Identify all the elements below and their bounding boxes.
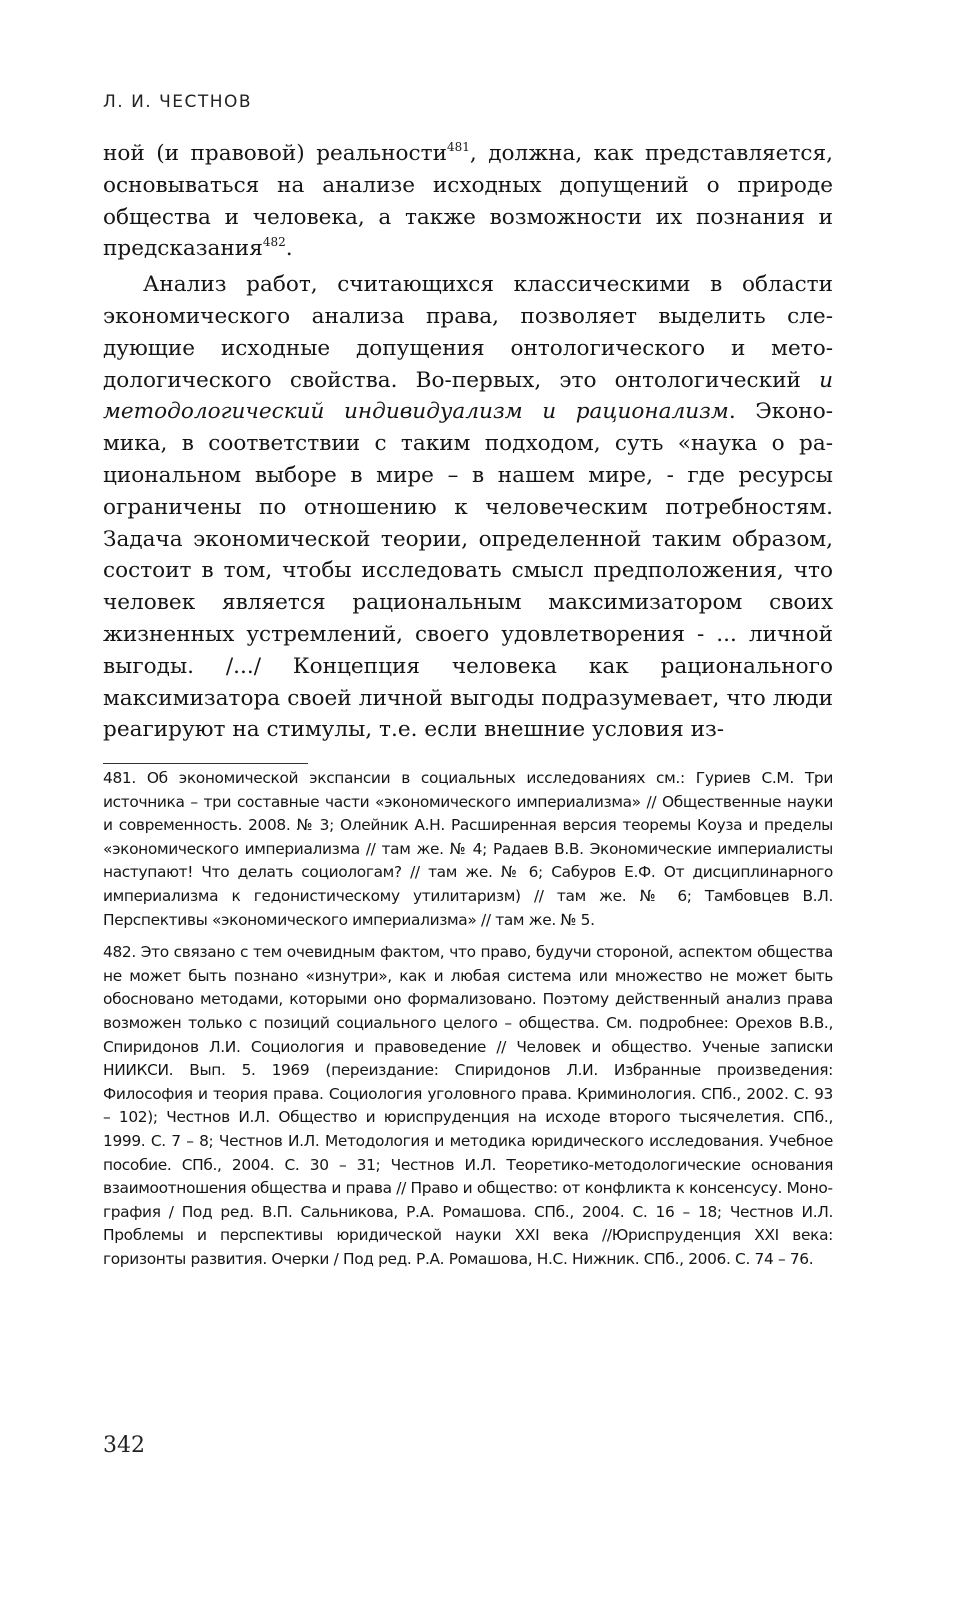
footnotes <box>103 767 833 1271</box>
paragraph-text: . <box>285 236 293 262</box>
paragraph <box>103 269 833 746</box>
emphasis-text: и методологический индивидуализм и рационализм <box>103 367 833 425</box>
paragraph-text: ной (и правовой) реальности <box>103 141 447 166</box>
paragraph-continuation <box>103 138 833 265</box>
paragraph-text: Анализ работ, считающихся классическими в области экономического анализа права, позволяет выделить следующие исходные допущения онтологического и методологического свойства. Во-первых, это онтологический <box>103 272 833 393</box>
main-text <box>103 138 833 746</box>
footnote-482: 482. Это связано с тем очевидным фактом, что право, будучи стороной, аспектом общества не может быть познано «изнутри», как и любая система или множество не может быть обосновано методами, которыми оно формализовано. Поэтому действенный анализ права возможен только с позиций социального целого – общества. См. подробнее: Орехов В.В., Спиридонов Л.И. Социология и правоведение // Человек и общество. Ученые записки НИИКСИ. Вып. 5. 1969 (переиздание: Спиридонов Л.И. Избранные произведения: Философия и теория права. Социология уголовного права. Криминология. СПб., 2002. С. 93 – 102); Честнов И.Л. Общество и юриспруденция на исходе второго тысячелетия. СПб., 1999. С. 7 – 8; Честнов И.Л. Методология и методика юридического исследования. Учебное пособие. СПб., 2004. С. 30 – 31; Честнов И.Л. Теоретико-методологические основания взаимоотношения общества и права // Право и общество: от конфликта к консенсусу. Монография / Под ред. В.П. Сальникова, Р.А. Ромашова. СПб., 2004. С. 16 – 18; Честнов И.Л. Проблемы и перспективы юридической науки XXI века //Юриспруденция XXI века: горизонты развития. Очерки / Под ред. Р.А. Ромашова, Н.С. Нижник. СПб., 2006. С. 74 – 76. <box>103 943 833 1268</box>
running-head: Л. И. ЧЕСТНОВ <box>103 92 253 112</box>
footnote-divider <box>103 763 308 764</box>
paragraph-text: , должна, как представляется, основываться на анализе исходных допущений о природе общества и человека, а также возможности их познания и предсказания <box>103 141 833 262</box>
page-number: 342 <box>103 1433 145 1458</box>
footnote-481: 481. Об экономической экспансии в социальных исследованиях см.: Гуриев С.М. Три источника – три составные части «экономического империализма» // Общественные науки и современность. 2008. № 3; Олейник А.Н. Расширенная версия теоремы Коуза и пределы «экономического империализма // там же. № 4; Радаев В.В. Экономические империалисты наступают! Что делать социологам? // там же. № 6; Сабуров Е.Ф. От дисциплинарного империализма к гедонистическому утилитаризм) // там же. № 6; Тамбовцев В.Л. Перспективы «экономического империализма» // там же. № 5. <box>103 769 833 929</box>
footnote-ref-482: 482 <box>262 235 286 250</box>
footnote-ref-481: 481 <box>446 140 470 154</box>
paragraph-text: . Экономика, в соответствии с таким подходом, суть «наука о рациональном выборе в мире – в нашем мире, - где ресурсы ограничены по отношению к человеческим потребностям. Задача экономической теории, определенной таким образом, состоит в том, чтобы исследовать смысл предположения, что человек является рациональным максимизатором своих жизненных устремлений, своего удовлетворения - ... личной выгоды. /.../ Концепция человека как рационального максимизатора своей личной выгоды подразумевает, что люди реагируют на стимулы, т.е. если внешние условия из- <box>103 399 833 743</box>
